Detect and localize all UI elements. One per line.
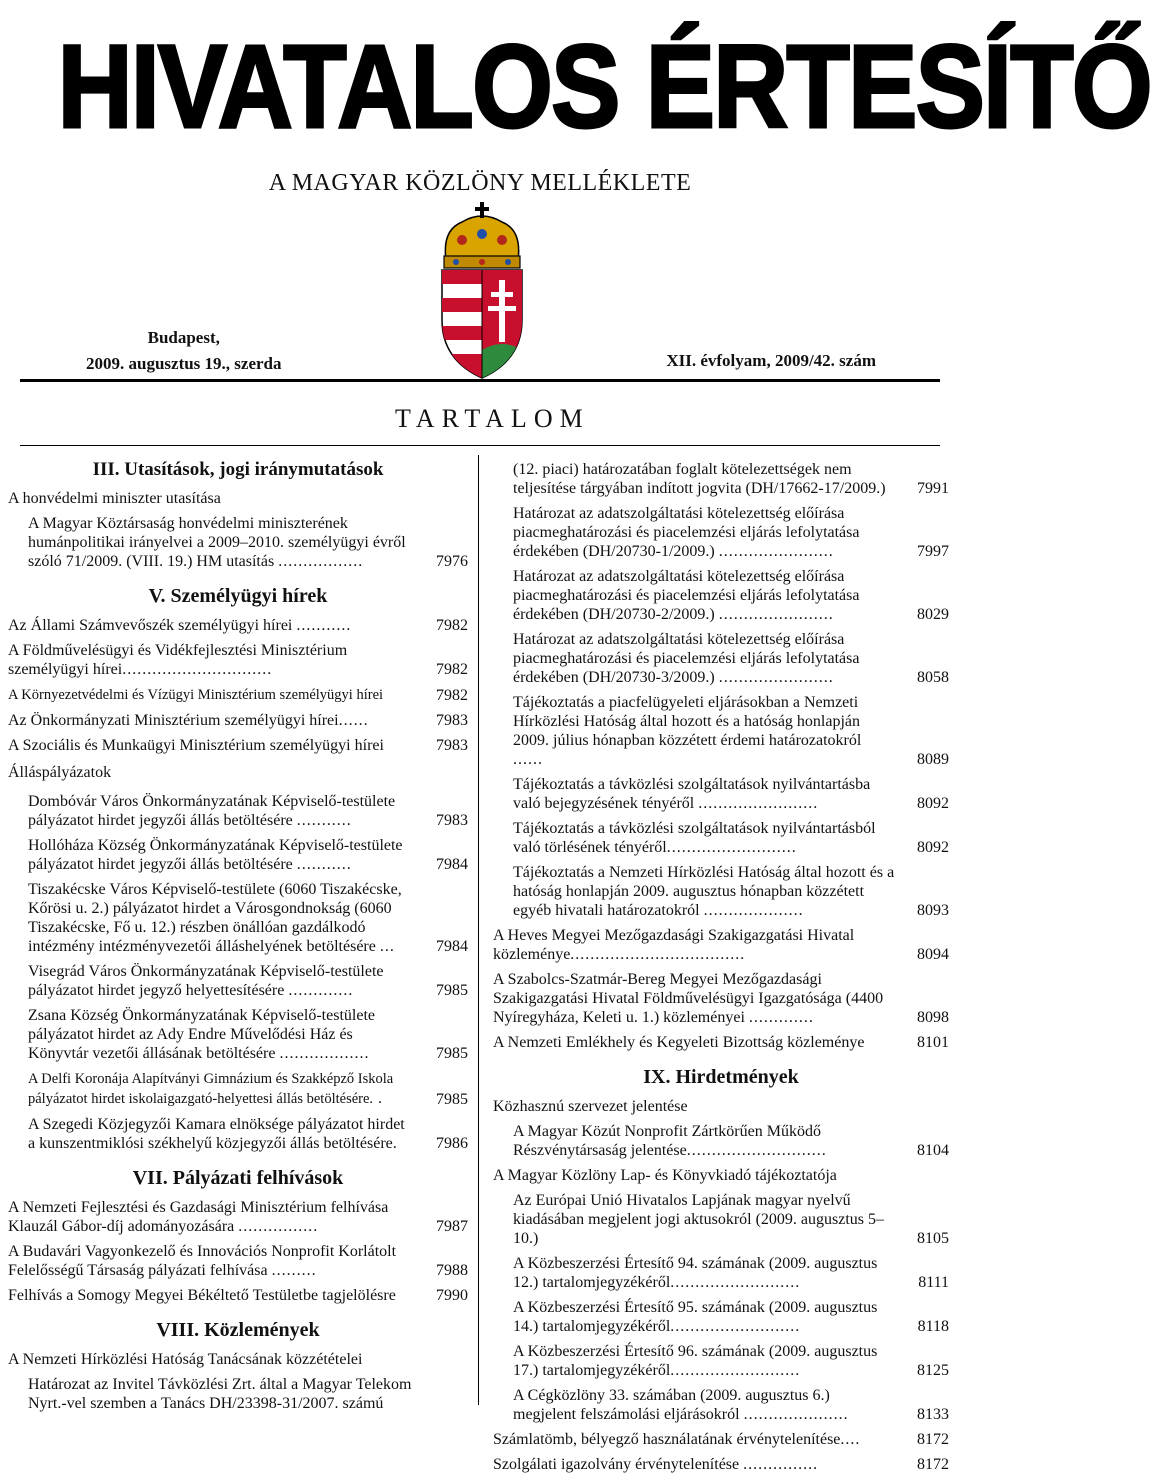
toc-entry-text: A Magyar Köztársaság honvédelmi miniszterének humánpolitikai irányelvei a 2009–2010. személyügyi évről szóló 71/2009. (VIII. 19.) HM utasítás [28,515,406,570]
toc-entry[interactable]: A Közbeszerzési Értesítő 94. számának (2009. augusztus 12.) tartalomjegyzékéről.......................... 8111 [513,1255,949,1291]
toc-entry-text: Tájékoztatás a távközlési szolgáltatások nyilvántartásba való bejegyzésének tényéről [513,776,871,812]
toc-entry[interactable]: A Közbeszerzési Értesítő 95. számának (2009. augusztus 14.) tartalomjegyzékéről.......................... 8118 [513,1299,949,1335]
section-heading: V. Személyügyi hírek [148,585,328,607]
toc-entry[interactable] [8,736,468,755]
subsection-heading: A Nemzeti Hírközlési Hatóság Tanácsának közzétételei [8,1351,363,1368]
toc-entry[interactable]: A Földművelésügyi és Vidékfejlesztési Minisztérium személyügyi hírei.............................. 7982 [8,642,468,678]
toc-entry-text: Tájékoztatás a piacfelügyeleti eljárásokban a Nemzeti Hírközlési Hatóság által hozott és a hatóság honlapján 2009. július hónapban közzétett érdemi határozatokról [513,694,862,749]
toc-entry-text: A Budavári Vagyonkezelő és Innovációs Nonprofit Korlátolt Felelősségű Társaság pályázati felhívása [8,1243,397,1279]
toc-entry-page: 8111 [918,1274,949,1291]
toc-rule [20,445,940,446]
toc-entry[interactable] [8,685,468,705]
toc-entry-page: 8118 [917,1318,949,1335]
toc-entry-text: Határozat az adatszolgáltatási kötelezettség előírása piacmeghatározási és piacelemzési eljárás lefolytatása érdekében (DH/20730-3/2009.) [513,631,860,686]
toc-entry-text: (12. piaci) határozatában foglalt kötelezettségek nem teljesítése tárgyában indított jogvita (DH/17662-17/2009.) [513,461,886,497]
toc-left-column [8,460,468,1419]
publication-place: Budapest, [147,328,220,347]
toc-entry-text: A Közbeszerzési Értesítő 94. számának (2009. augusztus 12.) tartalomjegyzékéről [513,1255,878,1291]
toc-entry-text: Határozat az Invitel Távközlési Zrt. által a Magyar Telekom Nyrt.-vel szemben a Tanács DH/23398-31/2007. számú [28,1376,412,1412]
toc-entry-page: 7990 [436,1287,468,1304]
section-heading: IX. Hirdetmények [643,1066,799,1088]
toc-entry[interactable]: Tájékoztatás a távközlési szolgáltatások nyilvántartásba való bejegyzésének tényéről ........................ 8092 [513,776,949,812]
toc-entry[interactable]: A Szabolcs-Szatmár-Bereg Megyei Mezőgazdasági Szakigazgatási Hivatal Földművelésügyi Igazgatósága (4400 Nyíregyháza, Keleti u. 1.) közleményei ............. 8098 [493,971,949,1026]
toc-entry-page: 8105 [917,1230,949,1247]
toc-entry[interactable]: Határozat az adatszolgáltatási kötelezettség előírása piacmeghatározási és piacelemzési eljárás lefolytatása érdekében (DH/20730-1/2009.) ....................... 7997 [513,505,949,560]
toc-entry-text: Határozat az adatszolgáltatási kötelezettség előírása piacmeghatározási és piacelemzési eljárás lefolytatása érdekében (DH/20730-2/2009.) [513,568,860,623]
toc-entry-text: Tájékoztatás a Nemzeti Hírközlési Hatóság által hozott és a hatóság honlapján 2009. augusztus hónapban közzétett egyéb hivatali határozatokról [513,864,895,919]
subsection-heading: Álláspályázatok [8,764,112,781]
toc-entry[interactable]: Határozat az adatszolgáltatási kötelezettség előírása piacmeghatározási és piacelemzési eljárás lefolytatása érdekében (DH/20730-2/2009.) ....................... 8029 [513,568,949,623]
toc-entry-page: 8133 [917,1406,949,1423]
toc-entry[interactable] [493,1191,949,1248]
toc-entry-page: 8092 [917,795,949,812]
toc-entry[interactable]: A Szegedi Közjegyzői Kamara elnöksége pályázatot hirdet a kunszentmiklósi székhelyű közjegyzői állás betöltésére. 7986 [28,1116,468,1152]
toc-entry-page: 8104 [917,1142,949,1159]
toc-entry-page: 7984 [436,856,468,873]
toc-entry[interactable] [8,1286,468,1305]
toc-entry-text: Tiszakécske Város Képviselő-testülete (6060 Tiszakécske, Kőrösi u. 2.) pályázatot hirdet a Városgondnokság (6060 Tiszakécske, Fő u. 12.) részben önállóan gazdálkodó intézmény intézményvezetői álláshelyének betöltésére [28,881,402,955]
toc-entry-page: 8101 [917,1034,949,1051]
section-heading: VII. Pályázati felhívások [132,1167,344,1189]
section-heading: III. Utasítások, jogi iránymutatások [92,459,384,480]
toc-entry-page: 8125 [917,1362,949,1379]
toc-entry[interactable]: Határozat az adatszolgáltatási kötelezettség előírása piacmeghatározási és piacelemzési eljárás lefolytatása érdekében (DH/20730-3/2009.) ....................... 8058 [513,631,949,686]
toc-entry[interactable]: Zsana Község Önkormányzatának Képviselő-testülete pályázatot hirdet az Ady Endre Művelődési Ház és Könyvtár vezetői állásának betöltésére .................. 7985 [28,1007,468,1062]
toc-entry-page: 7986 [436,1135,468,1152]
toc-entry-page: 7985 [436,1045,468,1062]
toc-entry-text: A Delfi Koronája Alapítványi Gimnázium és Szakképző Iskola pályázatot hirdet iskolaigazgató-helyettesi állás betöltésére. [28,1071,394,1107]
toc-entry-text: A Földművelésügyi és Vidékfejlesztési Minisztérium személyügyi hírei [8,642,348,678]
toc-entry-page: 7988 [436,1262,468,1279]
toc-entry-text: Felhívás a Somogy Megyei Békéltető Testületbe tagjelölésre [8,1287,396,1304]
publication-date: 2009. augusztus 19., szerda [86,354,282,373]
toc-entry-text: Az Európai Unió Hivatalos Lapjának magyar nyelvű kiadásában megjelent jogi aktusokról (2009. augusztus 5–10.) [513,1192,885,1247]
toc-entry-page: 8058 [917,669,949,686]
issue-number: XII. évfolyam, 2009/42. szám [666,351,876,370]
toc-entry[interactable]: Számlatömb, bélyegző használatának érvénytelenítése.... 8172 [493,1431,949,1448]
toc-entry-text: A Magyar Közút Nonprofit Zártkörűen Működő Részvénytársaság jelentése [513,1123,821,1159]
column-divider [478,455,479,1405]
toc-entry[interactable]: Hollóháza Község Önkormányzatának Képviselő-testülete pályázatot hirdet jegyzői állás betöltésére ........... 7984 [28,837,468,873]
toc-entry-page: 7983 [436,812,468,829]
publication-place-date [86,325,282,377]
section-heading: VIII. Közlemények [156,1319,320,1341]
toc-entry-text: A Nemzeti Emlékhely és Kegyeleti Bizottság közleménye [493,1034,865,1051]
toc-entry-page: 8094 [917,946,949,963]
subsection-heading: Közhasznú szervezet jelentése [493,1098,688,1115]
toc-entry[interactable]: Visegrád Város Önkormányzatának Képviselő-testülete pályázatot hirdet jegyző helyettesítésére ............. 7985 [28,963,468,999]
toc-entry[interactable]: A Nemzeti Fejlesztési és Gazdasági Minisztérium felhívása Klauzál Gábor-díj adományozására ................ 7987 [8,1199,468,1235]
toc-entry-page: 8089 [917,751,949,768]
toc-entry-page: 8172 [917,1431,949,1448]
toc-entry[interactable]: Tájékoztatás a távközlési szolgáltatások nyilvántartásból való törlésének tényéről.......................... 8092 [513,820,949,856]
toc-entry[interactable]: Dombóvár Város Önkormányzatának Képviselő-testülete pályázatot hirdet jegyzői állás betöltésére ........... 7983 [28,793,468,829]
toc-entry-page: 7985 [436,982,468,999]
toc-entry[interactable]: Szolgálati igazolvány érvénytelenítése ............... 8172 [493,1456,949,1473]
toc-right-column [493,460,949,1480]
toc-entry-text: A Közbeszerzési Értesítő 96. számának (2009. augusztus 17.) tartalomjegyzékéről [513,1343,878,1379]
coat-of-arms-icon [432,200,532,380]
toc-entry-page: 7983 [436,712,468,729]
toc-entry[interactable]: A Budavári Vagyonkezelő és Innovációs Nonprofit Korlátolt Felelősségű Társaság pályázati felhívása ......... 7988 [8,1243,468,1279]
toc-entry[interactable]: A Magyar Köztársaság honvédelmi miniszterének humánpolitikai irányelvei a 2009–2010. személyügyi évről szóló 71/2009. (VIII. 19.) HM utasítás ................. 7976 [28,515,468,570]
toc-entry-page: 7987 [436,1218,468,1235]
toc-entry-text: A Szociális és Munkaügyi Minisztérium személyügyi hírei [8,737,384,754]
toc-entry-page: 7982 [436,661,468,678]
toc-entry-page: 7982 [436,687,468,704]
toc-entry-page: 7982 [436,617,468,634]
toc-entry-text: Számlatömb, bélyegző használatának érvénytelenítése [493,1431,841,1448]
toc-entry[interactable]: A Közbeszerzési Értesítő 96. számának (2009. augusztus 17.) tartalomjegyzékéről.......................... 8125 [513,1343,949,1379]
subsection-heading: A honvédelmi miniszter utasítása [8,490,221,507]
toc-entry-text: A Szegedi Közjegyzői Kamara elnöksége pályázatot hirdet a kunszentmiklósi székhelyű közjegyzői állás betöltésére [28,1116,405,1152]
toc-entry[interactable]: Tiszakécske Város Képviselő-testülete (6060 Tiszakécske, Kőrösi u. 2.) pályázatot hirdet a Városgondnokság (6060 Tiszakécske, Fő u. 12.) részben önállóan gazdálkodó intézmény intézményvezetői álláshelyének betöltésére ... 7984 [28,881,468,955]
header-rule [20,379,940,382]
toc-entry-page: 8092 [917,839,949,856]
toc-entry[interactable]: A Heves Megyei Mezőgazdasági Szakigazgatási Hivatal közleménye................................... 8094 [493,927,949,963]
toc-entry-text: A Környezetvédelmi és Vízügyi Minisztérium személyügyi hírei [8,687,384,703]
toc-title: TARTALOM [395,404,590,433]
masthead-subtitle: A MAGYAR KÖZLÖNY MELLÉKLETE [268,170,692,196]
toc-entry[interactable] [493,460,949,498]
toc-entry-page: 8093 [917,902,949,919]
toc-entry-text: Zsana Község Önkormányzatának Képviselő-testülete pályázatot hirdet az Ady Endre Művelődési Ház és Könyvtár vezetői állásának betöltésére [28,1007,375,1062]
toc-entry-text: Az Állami Számvevőszék személyügyi hírei [8,617,293,634]
masthead [0,21,1151,153]
toc-entry[interactable]: A Magyar Közút Nonprofit Zártkörűen Működő Részvénytársaság jelentése............................ 8104 [513,1123,949,1159]
toc-entry-page: 7984 [436,938,468,955]
toc-entry[interactable]: Az Önkormányzati Minisztérium személyügyi hírei...... 7983 [8,712,468,729]
toc-entry-text: Határozat az adatszolgáltatási kötelezettség előírása piacmeghatározási és piacelemzési eljárás lefolytatása érdekében (DH/20730-1/2009.) [513,505,860,560]
toc-entry-page: 7983 [436,737,468,754]
toc-entry[interactable]: Tájékoztatás a piacfelügyeleti eljárásokban a Nemzeti Hírközlési Hatóság által hozott és a hatóság honlapján 2009. július hónapban közzétett érdemi határozatokról ...... 8089 [513,694,949,768]
toc-entry[interactable] [493,1033,949,1052]
subsection-heading: A Magyar Közlöny Lap- és Könyvkiadó tájékoztatója [493,1167,837,1184]
toc-entry-page: 8098 [917,1009,949,1026]
toc-entry-text: A Közbeszerzési Értesítő 95. számának (2009. augusztus 14.) tartalomjegyzékéről [513,1299,878,1335]
toc-entry-text: A Nemzeti Fejlesztési és Gazdasági Minisztérium felhívása Klauzál Gábor-díj adományozására [8,1199,389,1235]
toc-entry-text: A Szabolcs-Szatmár-Bereg Megyei Mezőgazdasági Szakigazgatási Hivatal Földművelésügyi Igazgatósága (4400 Nyíregyháza, Keleti u. 1.) közleményei [493,971,884,1026]
toc-entry[interactable] [8,1375,468,1413]
toc-entry-text: Visegrád Város Önkormányzatának Képviselő-testülete pályázatot hirdet jegyző helyettesítésére [28,963,384,999]
toc-entry-text: A Cégközlöny 33. számában (2009. augusztus 6.) megjelent felszámolási eljárásokról [513,1387,830,1423]
toc-entry[interactable]: A Cégközlöny 33. számában (2009. augusztus 6.) megjelent felszámolási eljárásokról ..................... 8133 [513,1387,949,1423]
toc-entry-page: 8029 [917,606,949,623]
masthead-title: HIVATALOS ÉRTESÍTŐ [57,21,1151,153]
toc-entry-page: 7976 [436,553,468,570]
toc-entry-text: Dombóvár Város Önkormányzatának Képviselő-testülete pályázatot hirdet jegyzői állás betöltésére [28,793,396,829]
toc-entry-page: 7991 [917,480,949,497]
toc-entry-page: 7985 [436,1091,468,1108]
toc-entry-text: Szolgálati igazolvány érvénytelenítése [493,1456,740,1473]
toc-entry-page: 8172 [917,1456,949,1473]
toc-entry-page: 7997 [917,543,949,560]
toc-entry-text: Tájékoztatás a távközlési szolgáltatások nyilvántartásból való törlésének tényéről [513,820,876,856]
toc-entry[interactable]: Az Állami Számvevőszék személyügyi hírei ........... 7982 [8,617,468,634]
toc-entry[interactable]: Tájékoztatás a Nemzeti Hírközlési Hatóság által hozott és a hatóság honlapján 2009. augusztus hónapban közzétett egyéb hivatali határozatokról .................... 8093 [513,864,949,919]
toc-entry-text: Az Önkormányzati Minisztérium személyügyi hírei [8,712,339,729]
toc-entry-text: Hollóháza Község Önkormányzatának Képviselő-testülete pályázatot hirdet jegyzői állás betöltésére [28,837,403,873]
toc-entry[interactable]: A Delfi Koronája Alapítványi Gimnázium és Szakképző Iskola pályázatot hirdet iskolaigazgató-helyettesi állás betöltésére. . 7985 [28,1071,468,1108]
toc-entry-text: A Heves Megyei Mezőgazdasági Szakigazgatási Hivatal közleménye [493,927,855,963]
